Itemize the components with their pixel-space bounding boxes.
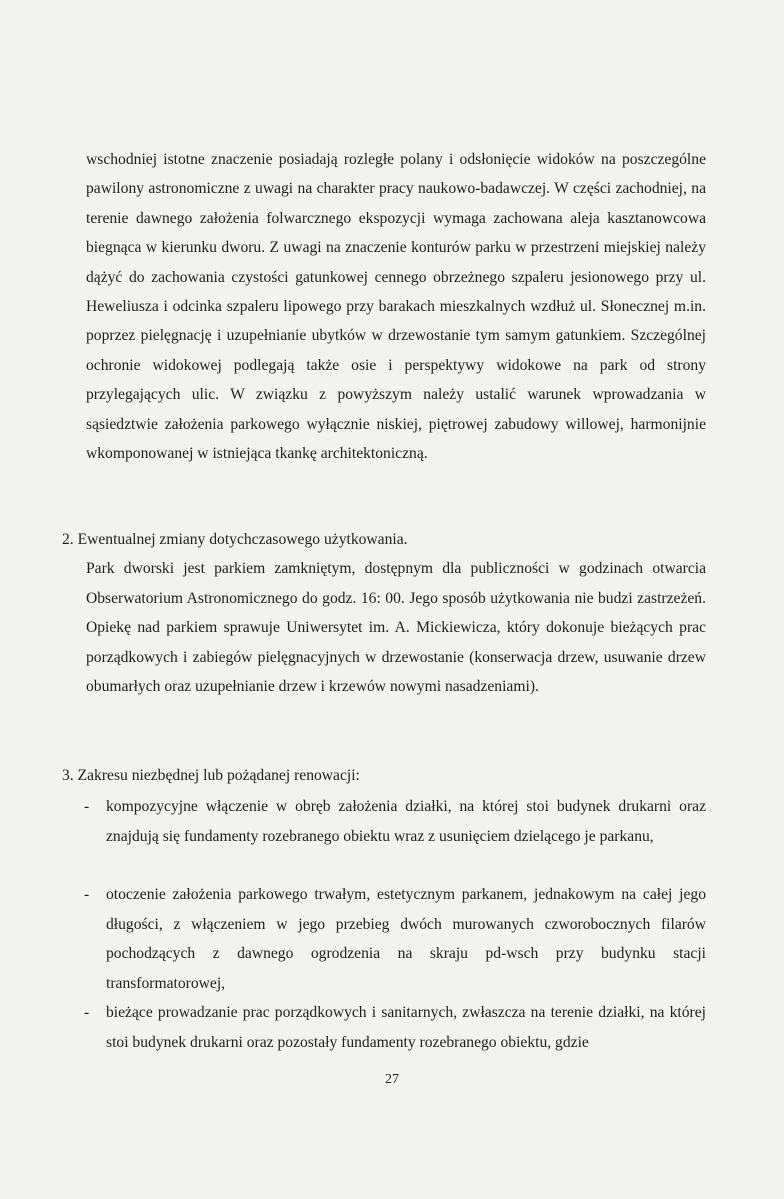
list-item-text: otoczenie założenia parkowego trwałym, estetycznym parkanem, jednakowym na całej jego długości, z włączeniem w jego przebieg dwóch murowanych czworobocznych filarów pochodzących z dawnego ogrodzenia na skraju pd-wsch przy budynku stacji transformatorowej, — [106, 886, 706, 992]
bullet-dash: - — [84, 1004, 90, 1021]
section-heading-3: 3. Zakresu niezbędnej lub pożądanej renowacji: — [62, 767, 360, 784]
list-item-text: bieżące prowadzanie prac porządkowych i sanitarnych, zwłaszcza na terenie działki, na której stoi budynek drukarni oraz pozostały fundamenty rozebranego obiektu, gdzie — [106, 1004, 706, 1051]
bullet-dash: - — [84, 886, 90, 903]
section-heading-2: 2. Ewentualnej zmiany dotychczasowego użytkowania. — [62, 531, 408, 548]
body-paragraph: wschodniej istotne znaczenie posiadają rozległe polany i odsłonięcie widoków na poszczególne pawilony astronomiczne z uwagi na charakter pracy naukowo-badawczej. W części zachodniej, na terenie dawnego założenia folwarcznego ekspozycji wymaga zachowana aleja kasztanowcowa biegnąca w kierunku dworu. Z uwagi na znaczenie konturów parku w przestrzeni miejskiej należy dążyć do zachowania czystości gatunkowej cennego obrzeżnego szpaleru jesionowego przy ul. Heweliusza i odcinka szpaleru lipowego przy barakach mieszkalnych wzdłuż ul. Słonecznej m.in. poprzez pielęgnację i uzupełnianie ubytków w drzewostanie tym samym gatunkiem. Szczególnej ochronie widokowej podlegają także osie i perspektywy widokowe na park od strony przylegających ulic. W związku z powyższym należy ustalić warunek wprowadzania w sąsiedztwie założenia parkowego wyłącznie niskiej, piętrowej zabudowy willowej, harmonijnie wkomponowanej w istniejąca tkankę architektoniczną. — [86, 151, 706, 463]
list-item — [70, 792, 706, 851]
list-item — [70, 880, 706, 998]
page-number: 27 — [385, 1072, 399, 1087]
list-item — [70, 998, 706, 1057]
section-2-paragraph: Park dworski jest parkiem zamkniętym, dostępnym dla publiczności w godzinach otwarcia Obserwatorium Astronomicznego do godz. 16: 00. Jego sposób użytkowania nie budzi zastrzeżeń. Opiekę nad parkiem sprawuje Uniwersytet im. A. Mickiewicza, który dokonuje bieżących prac porządkowych i zabiegów pielęgnacyjnych w drzewostanie (konserwacja drzew, usuwanie drzew obumarłych oraz uzupełnianie drzew i krzewów nowymi nasadzeniami). — [86, 560, 706, 695]
list-item-text: kompozycyjne włączenie w obręb założenia działki, na której stoi budynek drukarni oraz znajdują się fundamenty rozebranego obiektu wraz z usunięciem dzielącego je parkanu, — [106, 798, 706, 845]
bullet-dash: - — [84, 798, 90, 815]
